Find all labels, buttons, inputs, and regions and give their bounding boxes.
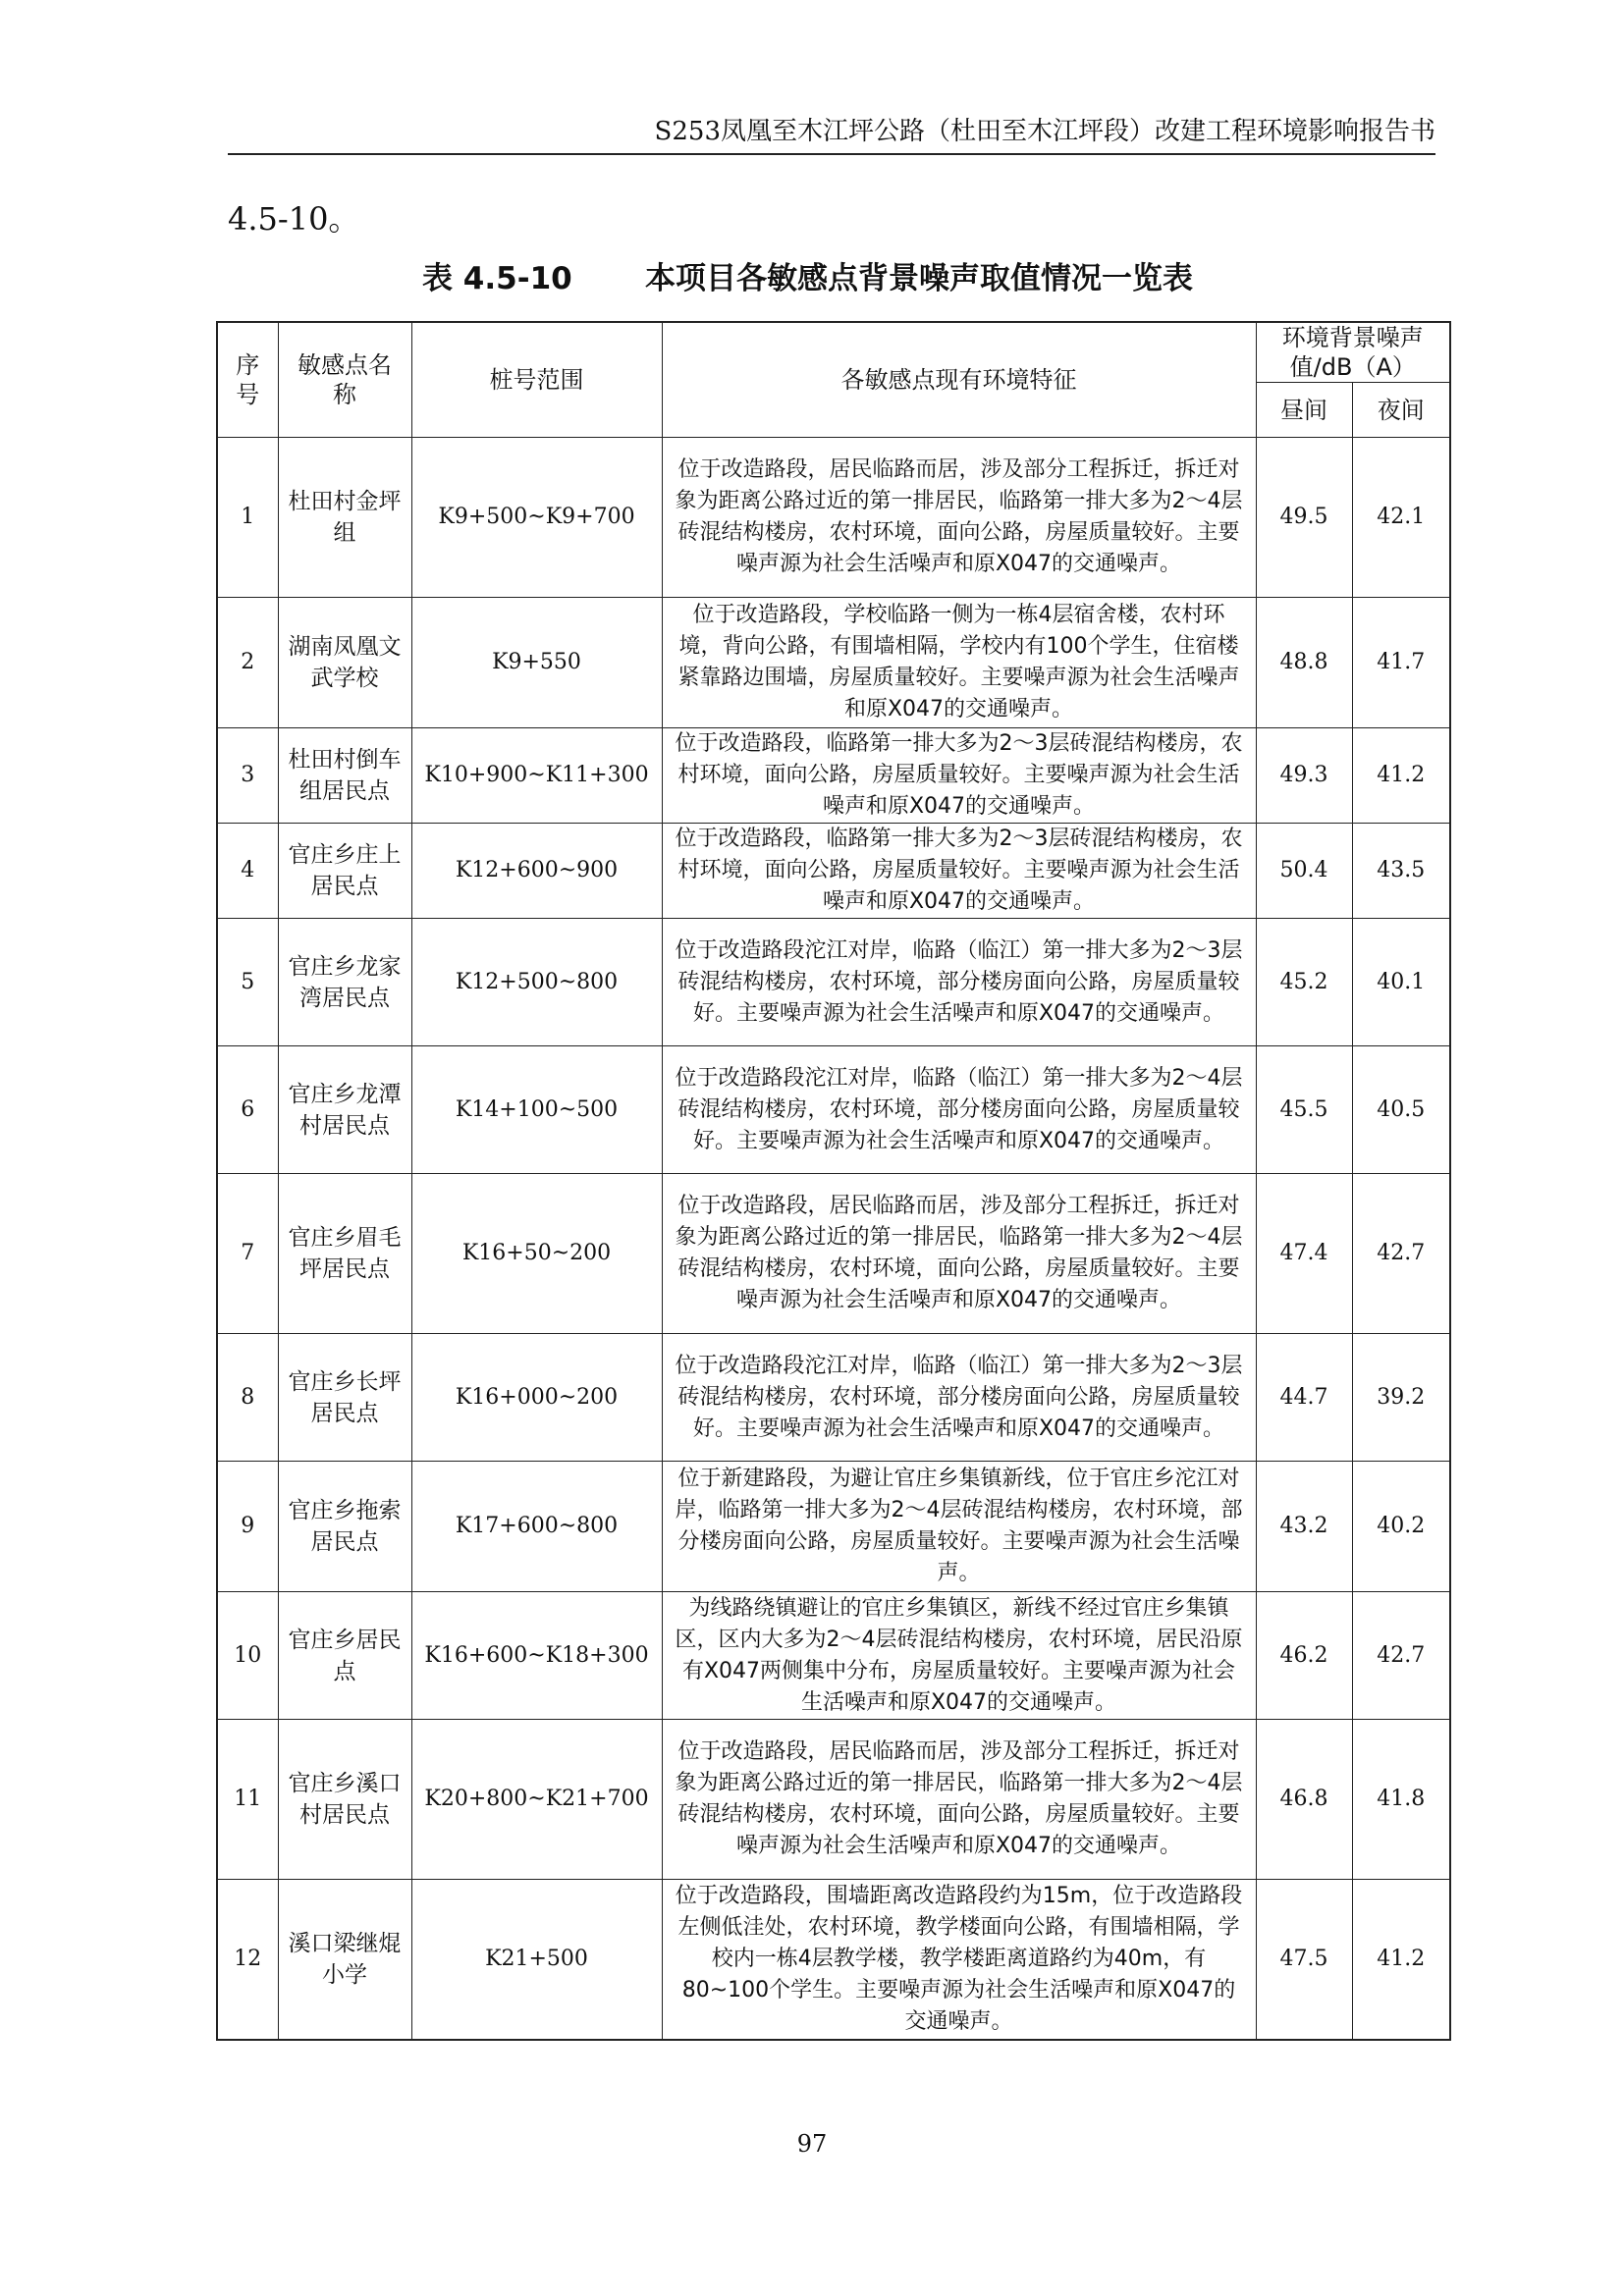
row-seq: 9	[217, 1462, 278, 1592]
row-night-value: 41.7	[1352, 598, 1450, 728]
header-noise-group: 环境背景噪声值/dB（A）	[1256, 322, 1450, 383]
table-row	[217, 1174, 1450, 1334]
row-description: 位于改造路段，临路第一排大多为2～3层砖混结构楼房，农村环境，面向公路，房屋质量较好。主要噪声源为社会生活噪声和原X047的交通噪声。	[662, 728, 1256, 824]
row-night-value: 41.2	[1352, 728, 1450, 824]
row-night-value: 39.2	[1352, 1334, 1450, 1462]
row-night-value: 41.8	[1352, 1720, 1450, 1880]
table-row	[217, 438, 1450, 598]
row-stake: K14+100~500	[411, 1046, 662, 1174]
row-name: 官庄乡长坪居民点	[278, 1334, 411, 1462]
row-stake: K12+600~900	[411, 824, 662, 919]
row-day-value: 47.5	[1256, 1880, 1352, 2040]
row-day-value: 48.8	[1256, 598, 1352, 728]
row-stake: K16+000~200	[411, 1334, 662, 1462]
row-name: 官庄乡龙家湾居民点	[278, 919, 411, 1046]
row-name: 官庄乡龙潭村居民点	[278, 1046, 411, 1174]
row-description: 为线路绕镇避让的官庄乡集镇区，新线不经过官庄乡集镇区，区内大多为2～4层砖混结构楼房，农村环境，居民沿原有X047两侧集中分布，房屋质量较好。主要噪声源为社会生活噪声和原X047的交通噪声。	[662, 1592, 1256, 1720]
row-stake: K9+550	[411, 598, 662, 728]
row-seq: 4	[217, 824, 278, 919]
table-row	[217, 1046, 1450, 1174]
row-stake: K10+900~K11+300	[411, 728, 662, 824]
row-seq: 3	[217, 728, 278, 824]
header-night: 夜间	[1352, 383, 1450, 438]
header-stake: 桩号范围	[411, 322, 662, 438]
row-night-value: 42.1	[1352, 438, 1450, 598]
intro-text: 4.5-10。	[228, 200, 360, 238]
row-seq: 1	[217, 438, 278, 598]
table-row	[217, 824, 1450, 919]
row-night-value: 40.1	[1352, 919, 1450, 1046]
row-description: 位于改造路段，临路第一排大多为2～3层砖混结构楼房，农村环境，面向公路，房屋质量较好。主要噪声源为社会生活噪声和原X047的交通噪声。	[662, 824, 1256, 919]
table-row	[217, 1880, 1450, 2040]
page-header: S253凤凰至木江坪公路（杜田至木江坪段）改建工程环境影响报告书	[228, 110, 1435, 155]
row-night-value: 42.7	[1352, 1592, 1450, 1720]
table-row	[217, 1462, 1450, 1592]
row-seq: 8	[217, 1334, 278, 1462]
row-description: 位于新建路段，为避让官庄乡集镇新线，位于官庄乡沱江对岸，临路第一排大多为2～4层砖混结构楼房，农村环境，部分楼房面向公路，房屋质量较好。主要噪声源为社会生活噪声。	[662, 1462, 1256, 1592]
row-name: 溪口梁继焜小学	[278, 1880, 411, 2040]
row-name: 杜田村金坪组	[278, 438, 411, 598]
row-name: 官庄乡居民点	[278, 1592, 411, 1720]
row-description: 位于改造路段，居民临路而居，涉及部分工程拆迁，拆迁对象为距离公路过近的第一排居民，临路第一排大多为2～4层砖混结构楼房，农村环境，面向公路，房屋质量较好。主要噪声源为社会生活噪声和原X047的交通噪声。	[662, 1174, 1256, 1334]
row-seq: 7	[217, 1174, 278, 1334]
row-night-value: 42.7	[1352, 1174, 1450, 1334]
row-description: 位于改造路段沱江对岸，临路（临江）第一排大多为2～3层砖混结构楼房，农村环境，部分楼房面向公路，房屋质量较好。主要噪声源为社会生活噪声和原X047的交通噪声。	[662, 919, 1256, 1046]
row-stake: K20+800~K21+700	[411, 1720, 662, 1880]
table-row	[217, 598, 1450, 728]
row-night-value: 41.2	[1352, 1880, 1450, 2040]
noise-table	[216, 321, 1451, 2041]
row-stake: K12+500~800	[411, 919, 662, 1046]
row-night-value: 43.5	[1352, 824, 1450, 919]
table-row	[217, 1334, 1450, 1462]
table-body	[217, 438, 1450, 2040]
row-description: 位于改造路段，居民临路而居，涉及部分工程拆迁，拆迁对象为距离公路过近的第一排居民，临路第一排大多为2～4层砖混结构楼房，农村环境，面向公路，房屋质量较好。主要噪声源为社会生活噪声和原X047的交通噪声。	[662, 1720, 1256, 1880]
table-row	[217, 1592, 1450, 1720]
row-seq: 6	[217, 1046, 278, 1174]
row-seq: 2	[217, 598, 278, 728]
row-description: 位于改造路段，居民临路而居，涉及部分工程拆迁，拆迁对象为距离公路过近的第一排居民，临路第一排大多为2～4层砖混结构楼房，农村环境，面向公路，房屋质量较好。主要噪声源为社会生活噪声和原X047的交通噪声。	[662, 438, 1256, 598]
row-stake: K16+600~K18+300	[411, 1592, 662, 1720]
row-day-value: 46.8	[1256, 1720, 1352, 1880]
row-day-value: 49.5	[1256, 438, 1352, 598]
row-name: 湖南凤凰文武学校	[278, 598, 411, 728]
header-day: 昼间	[1256, 383, 1352, 438]
row-seq: 10	[217, 1592, 278, 1720]
table-row	[217, 919, 1450, 1046]
row-description: 位于改造路段沱江对岸，临路（临江）第一排大多为2～4层砖混结构楼房，农村环境，部分楼房面向公路，房屋质量较好。主要噪声源为社会生活噪声和原X047的交通噪声。	[662, 1046, 1256, 1174]
row-night-value: 40.5	[1352, 1046, 1450, 1174]
row-seq: 5	[217, 919, 278, 1046]
row-day-value: 45.2	[1256, 919, 1352, 1046]
row-stake: K17+600~800	[411, 1462, 662, 1592]
row-stake: K16+50~200	[411, 1174, 662, 1334]
row-stake: K9+500~K9+700	[411, 438, 662, 598]
row-stake: K21+500	[411, 1880, 662, 2040]
row-name: 杜田村倒车组居民点	[278, 728, 411, 824]
row-day-value: 45.5	[1256, 1046, 1352, 1174]
header-features: 各敏感点现有环境特征	[662, 322, 1256, 438]
row-day-value: 44.7	[1256, 1334, 1352, 1462]
row-name: 官庄乡眉毛坪居民点	[278, 1174, 411, 1334]
row-day-value: 47.4	[1256, 1174, 1352, 1334]
row-description: 位于改造路段沱江对岸，临路（临江）第一排大多为2～3层砖混结构楼房，农村环境，部分楼房面向公路，房屋质量较好。主要噪声源为社会生活噪声和原X047的交通噪声。	[662, 1334, 1256, 1462]
row-description: 位于改造路段，学校临路一侧为一栋4层宿舍楼，农村环境，背向公路，有围墙相隔，学校内有100个学生，住宿楼紧靠路边围墙，房屋质量较好。主要噪声源为社会生活噪声和原X047的交通噪声。	[662, 598, 1256, 728]
row-seq: 11	[217, 1720, 278, 1880]
header-name: 敏感点名称	[278, 322, 411, 438]
header-seq: 序号	[217, 322, 278, 438]
row-description: 位于改造路段，围墙距离改造路段约为15m，位于改造路段左侧低洼处，农村环境，教学楼面向公路，有围墙相隔，学校内一栋4层教学楼，教学楼距离道路约为40m，有80~100个学生。主要噪声源为社会生活噪声和原X047的交通噪声。	[662, 1880, 1256, 2040]
page-number: 97	[796, 2130, 828, 2158]
table-title: 本项目各敏感点背景噪声取值情况一览表	[645, 261, 1193, 296]
table-row	[217, 1720, 1450, 1880]
row-name: 官庄乡拖索居民点	[278, 1462, 411, 1592]
row-night-value: 40.2	[1352, 1462, 1450, 1592]
row-name: 官庄乡溪口村居民点	[278, 1720, 411, 1880]
row-day-value: 50.4	[1256, 824, 1352, 919]
table-number: 表 4.5-10	[422, 261, 572, 296]
row-day-value: 49.3	[1256, 728, 1352, 824]
table-row	[217, 728, 1450, 824]
row-name: 官庄乡庄上居民点	[278, 824, 411, 919]
row-seq: 12	[217, 1880, 278, 2040]
row-day-value: 46.2	[1256, 1592, 1352, 1720]
row-day-value: 43.2	[1256, 1462, 1352, 1592]
